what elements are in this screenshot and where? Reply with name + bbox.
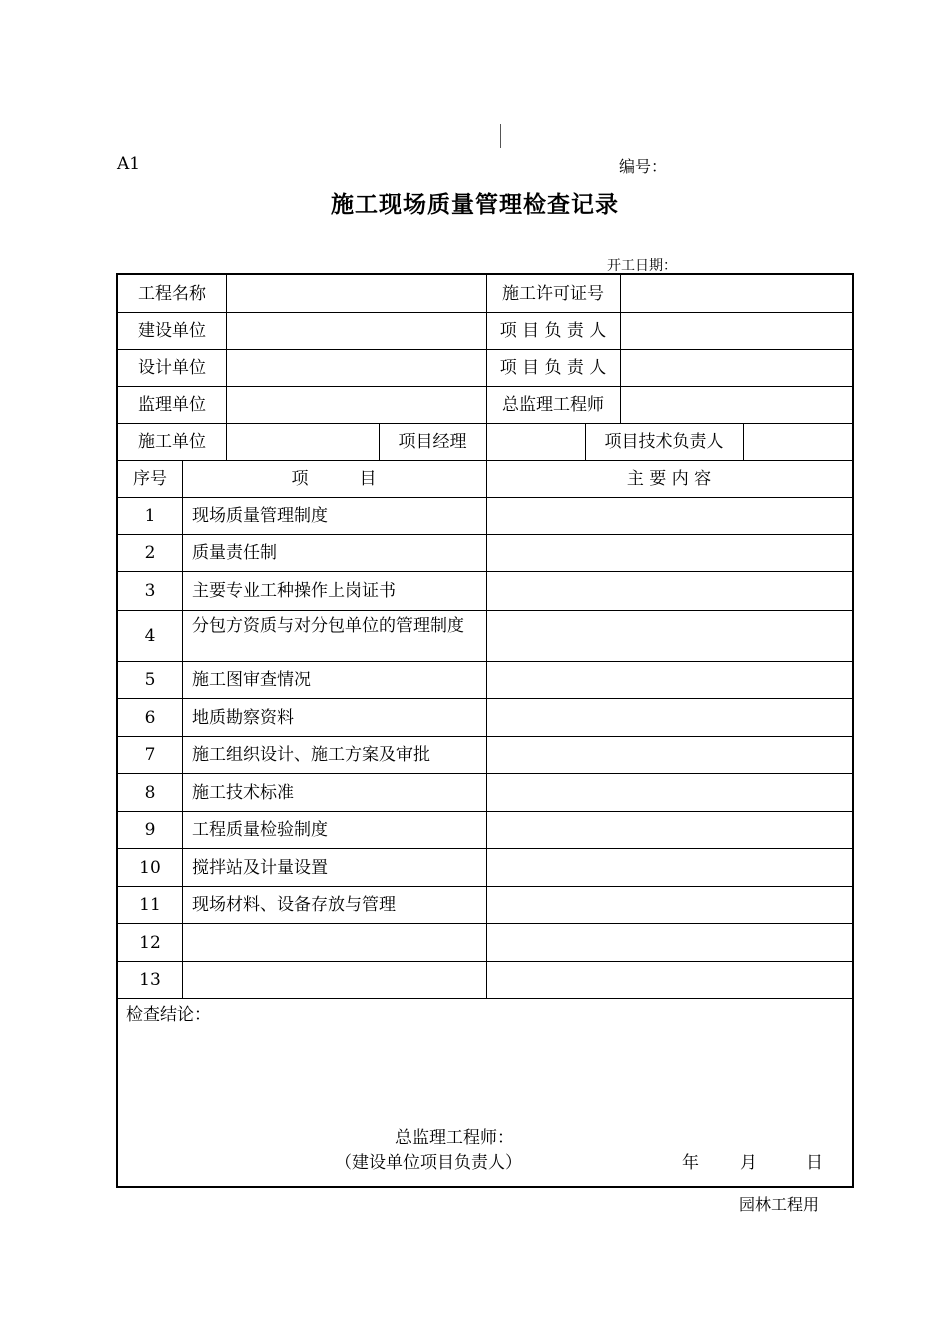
row-item-field[interactable] — [192, 923, 482, 961]
row-item: 施工图审查情况 — [192, 670, 311, 690]
project-manager-field[interactable] — [487, 423, 585, 460]
chief-supervisor-field[interactable] — [621, 386, 852, 423]
builder-manager-field[interactable] — [621, 312, 852, 349]
footer-note: 园林工程用 — [739, 1195, 820, 1214]
row-number: 12 — [139, 933, 161, 953]
permit-number-label: 施工许可证号 — [502, 284, 604, 304]
row-item: 施工组织设计、施工方案及审批 — [192, 745, 430, 765]
row-content-field[interactable] — [487, 698, 852, 736]
contractor-field[interactable] — [227, 423, 379, 460]
designer-manager-label: 项 目 负 责 人 — [499, 358, 607, 378]
row-number: 4 — [144, 626, 156, 646]
row-content-field[interactable] — [487, 661, 852, 698]
conclusion-field[interactable] — [118, 1027, 852, 1127]
row-content-field[interactable] — [487, 886, 852, 923]
row-number: 11 — [139, 895, 161, 915]
row-number: 9 — [144, 820, 156, 840]
designer-manager-field[interactable] — [621, 349, 852, 386]
row-content-field[interactable] — [487, 961, 852, 998]
row-number: 8 — [144, 783, 156, 803]
column-header-content: 主 要 内 容 — [626, 469, 712, 489]
supervisor-field[interactable] — [227, 386, 486, 423]
project-name-label: 工程名称 — [138, 284, 206, 304]
row-content-field[interactable] — [487, 497, 852, 534]
row-content-field[interactable] — [487, 773, 852, 811]
row-item: 质量责任制 — [192, 543, 277, 563]
serial-number-label: 编号： — [619, 157, 668, 176]
designer-label: 设计单位 — [138, 358, 206, 378]
builder-field[interactable] — [227, 312, 486, 349]
row-number: 3 — [144, 581, 156, 601]
row-item: 现场质量管理制度 — [192, 506, 328, 526]
row-content-field[interactable] — [487, 811, 852, 848]
tech-manager-field[interactable] — [744, 423, 852, 460]
row-number: 1 — [144, 506, 156, 526]
row-content-field[interactable] — [487, 534, 852, 571]
date-month-label: 月 — [740, 1153, 757, 1173]
designer-field[interactable] — [227, 349, 486, 386]
permit-number-field[interactable] — [621, 275, 852, 312]
row-item: 工程质量检验制度 — [192, 820, 328, 840]
row-item: 地质勘察资料 — [192, 708, 294, 728]
builder-label: 建设单位 — [138, 321, 206, 341]
inspection-record-table — [116, 273, 854, 1188]
chief-supervisor-sign-label: 总监理工程师： — [395, 1128, 514, 1148]
builder-manager-label: 项 目 负 责 人 — [499, 321, 607, 341]
row-content-field[interactable] — [487, 736, 852, 773]
row-item: 主要专业工种操作上岗证书 — [192, 581, 396, 601]
row-content-field[interactable] — [487, 571, 852, 610]
start-date-label: 开工日期： — [607, 258, 677, 274]
row-number: 10 — [139, 858, 161, 878]
tech-manager-label: 项目技术负责人 — [604, 432, 724, 452]
column-header-item: 项 目 — [291, 469, 377, 489]
row-number: 6 — [144, 708, 156, 728]
date-year-label: 年 — [682, 1153, 699, 1173]
project-name-field[interactable] — [227, 275, 486, 312]
page-title: 施工现场质量管理检查记录 — [331, 191, 619, 218]
row-number: 2 — [144, 543, 156, 563]
row-content-field[interactable] — [487, 923, 852, 961]
project-manager-label: 项目经理 — [398, 432, 467, 452]
builder-manager-sign-label: （建设单位项目负责人） — [335, 1153, 522, 1173]
row-item-field[interactable] — [192, 961, 482, 998]
supervisor-label: 监理单位 — [138, 395, 206, 415]
text-cursor-mark — [500, 124, 501, 148]
row-item: 现场材料、设备存放与管理 — [192, 895, 396, 915]
contractor-label: 施工单位 — [138, 432, 206, 452]
chief-supervisor-label: 总监理工程师 — [502, 395, 604, 415]
row-content-field[interactable] — [487, 610, 852, 661]
row-number: 13 — [139, 970, 161, 990]
row-number: 5 — [144, 670, 156, 690]
conclusion-label: 检查结论： — [126, 1005, 211, 1025]
column-header-no: 序号 — [133, 469, 167, 489]
row-item: 施工技术标准 — [192, 783, 294, 803]
row-item: 分包方资质与对分包单位的管理制度 — [192, 616, 464, 636]
form-code: A1 — [117, 154, 141, 174]
row-content-field[interactable] — [487, 848, 852, 886]
row-number: 7 — [144, 745, 156, 765]
date-day-label: 日 — [806, 1153, 823, 1173]
row-item: 搅拌站及计量设置 — [192, 858, 328, 878]
